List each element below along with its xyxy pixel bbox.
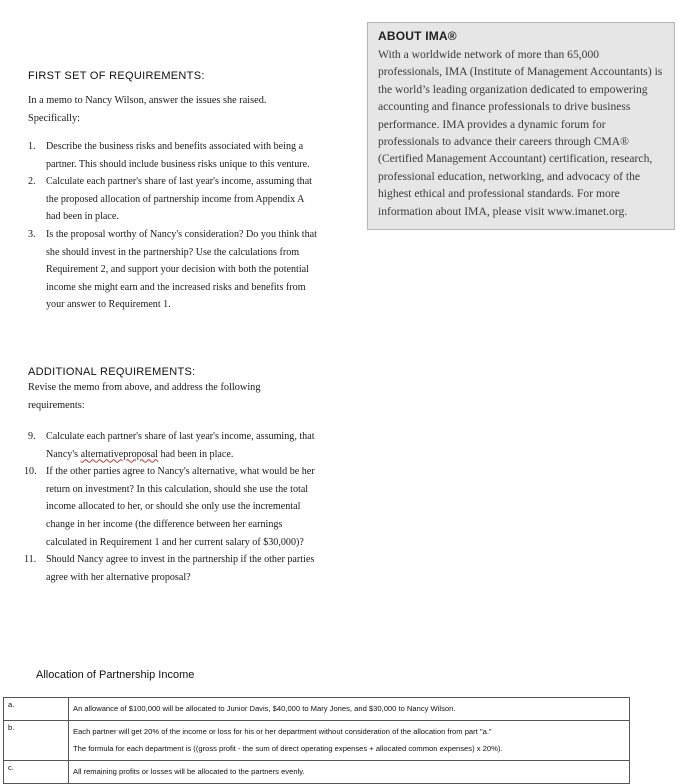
requirement-text: Calculate each partner's share of last year's income, assuming that the proposed allocation of partnership income from Appendix A had been in place. [46,176,312,223]
requirement-number: 11. [24,554,37,566]
allocation-row-letter: b. [4,721,69,761]
allocation-row-text [69,761,630,784]
about-ima-title: ABOUT IMA® [378,29,457,43]
about-ima-body: With a worldwide network of more than 65,000 professionals, IMA (Institute of Management Accountants) is the world’s leading organization dedicated to empowering accounting and finance professionals to drive business performance. IMA provides a dynamic forum for professionals to advance their careers through CMA® (Certified Management Accountant) certification, research, professional education, networking, and advocacy of the highest ethical and professional standards. For more information about IMA, please visit www.imanet.org. [378,48,663,218]
about-ima-box [367,22,675,230]
requirement-1 [28,138,318,173]
additional-requirements-section [24,366,318,586]
requirement-10 [24,463,318,551]
allocation-row-text [69,698,630,721]
requirement-number: 1. [28,141,36,152]
requirement-3 [28,226,318,314]
requirement-11 [24,551,318,586]
requirement-text: Calculate each partner's share of last year's income, assuming, that Nancy's [46,431,315,460]
requirement-text: If the other parties agree to Nancy's alternative, what would be her return on investment? In this calculation, should she use the total income allocated to her, or should she only use the incremental change in her income (the difference between her earnings calculated in Requirement 1 and her current salary of $30,000)? [46,466,315,548]
requirement-2 [28,173,318,226]
allocation-title: Allocation of Partnership Income [36,669,195,681]
table-row [4,721,630,761]
table-row [4,761,630,784]
additional-requirements-list [24,428,318,586]
allocation-table [3,697,630,784]
additional-requirements-heading: ADDITIONAL REQUIREMENTS: [28,366,196,378]
additional-requirements-intro: Revise the memo from above, and address the following requirements: [28,382,261,411]
requirement-text: Describe the business risks and benefits associated with being a partner. This should include business risks unique to this venture. [46,141,310,170]
allocation-row-text [69,721,630,761]
allocation-row-letter: c. [4,761,69,784]
requirement-text: Should Nancy agree to invest in the partnership if the other parties agree with her alternative proposal? [46,554,315,583]
first-requirements-section [28,70,318,314]
allocation-line: Each partner will get 20% of the income or loss for his or her department without consideration of the allocation from part "a." [73,727,492,736]
requirement-text-tail: had been in place. [157,448,234,460]
table-row [4,698,630,721]
spellcheck-flagged-word: alternativeproposal [80,448,158,460]
requirement-number: 3. [28,228,36,240]
allocation-row-letter: a. [4,698,69,721]
allocation-line: An allowance of $100,000 will be allocated to Junior Davis, $40,000 to Mary Jones, and $30,000 to Nancy Wilson. [73,704,456,713]
requirement-number: 10. [24,466,37,478]
requirement-text: Is the proposal worthy of Nancy's consideration? Do you think that she should invest in the partnership? Use the calculations from Requirement 2, and support your decision with both the potential income she might earn and the increased risks and benefits from your answer to Requirement 1. [46,228,317,311]
allocation-line: The formula for each department is ((gross profit - the sum of direct operating expenses + allocated common expenses) x 20%). [73,744,503,753]
requirement-number: 9. [28,431,36,442]
first-requirements-list [28,138,318,314]
first-requirements-heading: FIRST SET OF REQUIREMENTS: [28,70,205,82]
requirement-9 [28,428,318,463]
allocation-line: All remaining profits or losses will be allocated to the partners evenly. [73,767,305,776]
requirement-number: 2. [28,176,36,188]
first-requirements-intro: In a memo to Nancy Wilson, answer the issues she raised. Specifically: [28,95,267,124]
